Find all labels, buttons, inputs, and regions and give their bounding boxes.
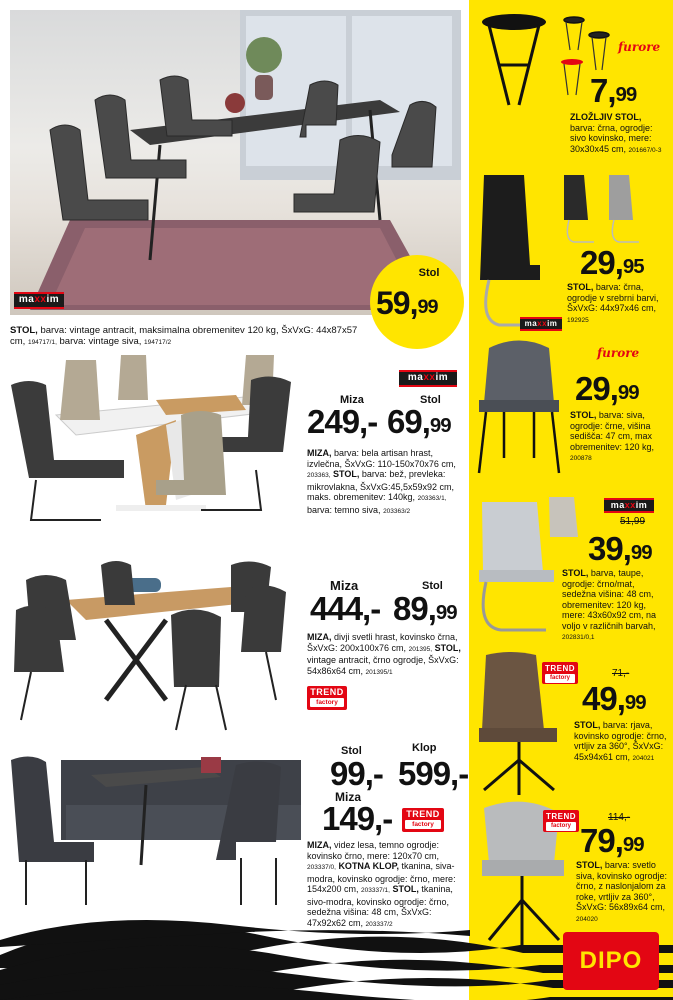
logo-text: TREND <box>406 809 440 819</box>
desc-text: barva: bela artisan hrast, izvlečna, ŠxVxG: 110-150x70x76 cm, <box>307 448 456 469</box>
set1-maxxim-logo <box>399 370 457 387</box>
logo-text: xx <box>624 500 636 510</box>
desc-text: barva: črna, ogrodje v srebrni barvi, ŠxVxG: 44x97x46 cm, <box>567 282 659 313</box>
side-item-1-price <box>580 244 644 282</box>
side-item-0-description <box>570 112 668 156</box>
desc-text: barva: bež, prevleka: mikrovlakna, ŠxVxG:45,5x59x92 cm, maks. obremenitev: 140kg, <box>307 469 455 502</box>
price-main: 39, <box>588 530 631 567</box>
set2-label-miza: Miza <box>330 578 359 593</box>
price-cents: 99 <box>624 690 646 714</box>
logo-text: im <box>46 294 60 305</box>
price-cents: 99 <box>622 832 644 856</box>
desc-code: 192925 <box>567 316 589 324</box>
table-chairs-illustration <box>6 560 306 735</box>
price-cents: 99 <box>615 82 637 106</box>
hero-price-label: Stol <box>418 267 440 279</box>
desc-code: 203337/1, <box>361 887 390 894</box>
logo-text: xx <box>34 294 47 305</box>
table-chairs-illustration <box>6 355 306 535</box>
logo-text: TREND <box>544 664 576 673</box>
side-item-4-description <box>574 720 668 764</box>
desc-code: 203337/0, <box>307 864 336 871</box>
side-item-3-price <box>588 530 652 568</box>
set2-price-miza: 444,- <box>310 590 381 627</box>
desc-bold: MIZA, <box>307 840 332 850</box>
side-item-5-old-price: 114,- <box>608 812 631 823</box>
desc-bold: KOTNA KLOP, <box>338 861 399 871</box>
set1-description <box>307 448 465 517</box>
price-main: 79, <box>580 822 623 859</box>
price-cents: 95 <box>622 254 644 278</box>
desc-text: barva: črna, ogrodje: sivo kovinsko, mere: 30x30x45 cm, <box>570 122 653 154</box>
logo-text: TREND <box>545 812 577 821</box>
desc-code: 201395, <box>408 645 433 653</box>
logo-text: factory <box>546 822 576 831</box>
desc-bold: STOL, <box>434 642 461 653</box>
desc-bold: MIZA, <box>307 632 332 642</box>
price-main: 59, <box>376 285 418 321</box>
logo-text: ma <box>524 319 538 328</box>
side-item-3-old-price: 51,99 <box>620 516 646 527</box>
side-item-0-price <box>590 72 636 110</box>
desc-code: 203363/1, <box>417 495 447 502</box>
price-cents: 99 <box>417 296 438 319</box>
logo-text: factory <box>310 698 344 707</box>
logo-text: factory <box>405 820 441 829</box>
set3-photo <box>6 745 306 915</box>
set2-trend-logo <box>307 686 347 710</box>
set1-price-stol <box>387 403 451 441</box>
logo-text: im <box>435 372 449 383</box>
set1-photo <box>6 355 306 535</box>
set3-label-miza: Miza <box>335 790 362 804</box>
hero-maxxim-logo <box>14 292 64 309</box>
price-main: 29, <box>580 244 623 281</box>
desc-text: videz lesa, temno ogrodje: kovinsko črno, mere: 120x70 cm, <box>307 840 440 861</box>
desc-bold: STOL, <box>576 860 603 870</box>
price-main: 89, <box>393 590 436 627</box>
side-item-3-maxxim-logo <box>604 498 654 513</box>
desc-text: tkanina, siva-modra, kovinsko ogrodje: črno, mere: 154x200 cm, <box>307 861 456 894</box>
desc-code: 200878 <box>570 455 592 462</box>
desc-text: barva, taupe, ogrodje: črno/mat, sedežna višina: 48 cm, obremenitev: 120 kg, mere: 43x60x92 cm, na voljo v različnih barvah, <box>562 568 657 631</box>
set3-trend-logo <box>402 808 444 832</box>
side-item-4-old-price: 71,- <box>612 668 630 679</box>
set1-price-miza: 249,- <box>307 403 378 440</box>
price-cents: 99 <box>429 413 451 437</box>
desc-bold: MIZA, <box>307 448 332 458</box>
set2-description <box>307 632 465 678</box>
desc-bold: STOL, <box>333 469 360 479</box>
hero-description <box>10 326 370 348</box>
desc-code: 201667/0-3 <box>628 146 662 154</box>
set2-price-stol <box>393 590 457 628</box>
side-item-3-description <box>562 568 668 644</box>
price-cents: 99 <box>630 540 652 564</box>
desc-code: 194717/1, <box>27 338 57 346</box>
price-main: 29, <box>575 370 618 407</box>
desc-bold: STOL, <box>567 282 594 292</box>
price-main: 69, <box>387 403 430 440</box>
desc-text: barva: rjava, kovinsko ogrodje: črno, vrtljiv za 360°, ŠxVxG: 45x94x61 cm, <box>574 720 667 762</box>
desc-code: 202831/0,1 <box>562 634 595 641</box>
side-item-2-description <box>570 410 668 465</box>
desc-text: divji svetli hrast, kovinsko črna, ŠxVxG: 200x100x76 cm, <box>307 632 458 653</box>
desc-code: 194717/2 <box>144 338 172 346</box>
side-item-2-photo <box>474 338 569 478</box>
side-item-4-trend-logo <box>542 662 578 684</box>
logo-text: im <box>635 500 648 510</box>
desc-code: 203363/2 <box>383 507 411 515</box>
desc-code: 201395/1 <box>365 668 393 676</box>
desc-bold: STOL, <box>570 410 597 420</box>
logo-text: ma <box>610 500 625 510</box>
logo-text: xx <box>423 372 436 383</box>
side-item-4-price <box>582 680 646 718</box>
price-cents: 99 <box>435 600 457 624</box>
set3-label-klop: Klop <box>412 742 437 754</box>
set3-price-klop: 599,- <box>398 755 469 792</box>
desc-text: barva: svetlo siva, kovinsko ogrodje: črno, z naslonjalom za roke, vrtljiv za 360°, ŠxVxG: 56x89x64 cm, <box>576 860 668 912</box>
desc-code: 204021 <box>632 754 655 762</box>
desc-bold: STOL, <box>574 720 601 730</box>
dipo-logo: DIPO <box>563 932 659 990</box>
desc-text: tkanina, sivo-modra, kovinsko ogrodje: črno, sedežna višina: 48 cm, ŠxVxG: 47x92x62 cm, <box>307 884 453 928</box>
desc-code: 203363, <box>307 472 331 479</box>
side-item-1-maxxim-logo <box>520 317 562 331</box>
side-item-5-trend-logo <box>543 810 579 832</box>
hero-price-badge <box>370 255 464 349</box>
price-main: 7, <box>590 72 616 109</box>
chair-illustration <box>474 338 569 478</box>
desc-text: barva: temno siva, <box>307 504 381 515</box>
bench-set-illustration <box>6 745 306 915</box>
desc-bold: ZLOŽLJIV STOL, <box>570 112 642 122</box>
desc-bold: STOL, <box>392 884 419 894</box>
side-item-1-description <box>567 282 667 326</box>
desc-text: barva: siva, ogrodje: črne, višina sedišča: 47 cm, max obremenitev: 120 kg, <box>570 410 655 452</box>
price-main: 49, <box>582 680 625 717</box>
logo-text: xx <box>537 319 548 328</box>
side-item-0-furore-logo: furore <box>618 40 661 54</box>
desc-text: vintage antracit, črno ogrodje, ŠxVxG: 54x86x64 cm, <box>307 655 459 676</box>
desc-text: barva: vintage antracit, maksimalna obremenitev 120 kg, ŠxVxG: 44x87x57 cm, <box>10 325 358 347</box>
set3-label-stol: Stol <box>341 745 362 757</box>
set1-label-stol: Stol <box>420 394 441 406</box>
desc-bold: STOL, <box>562 568 589 578</box>
desc-text: barva: vintage siva, <box>56 335 142 347</box>
logo-text: ma <box>407 372 424 383</box>
desc-code: 203337/2 <box>365 920 393 928</box>
set3-price-stol: 99,- <box>330 755 383 792</box>
price-cents: 99 <box>617 380 639 404</box>
logo-text: TREND <box>310 687 344 697</box>
desc-bold: STOL, <box>10 325 38 336</box>
set2-label-stol: Stol <box>422 580 443 592</box>
logo-text: ma <box>18 294 35 305</box>
set1-label-miza: Miza <box>340 394 364 406</box>
desc-code: 204020 <box>576 915 598 923</box>
hero-price <box>376 285 438 322</box>
set3-price-miza: 149,- <box>322 800 393 837</box>
logo-text: factory <box>545 674 575 683</box>
set2-photo <box>6 560 306 735</box>
side-item-5-price <box>580 822 644 860</box>
side-item-2-furore-logo: furore <box>597 346 640 360</box>
logo-text: im <box>547 319 558 328</box>
side-item-2-price <box>575 370 639 408</box>
